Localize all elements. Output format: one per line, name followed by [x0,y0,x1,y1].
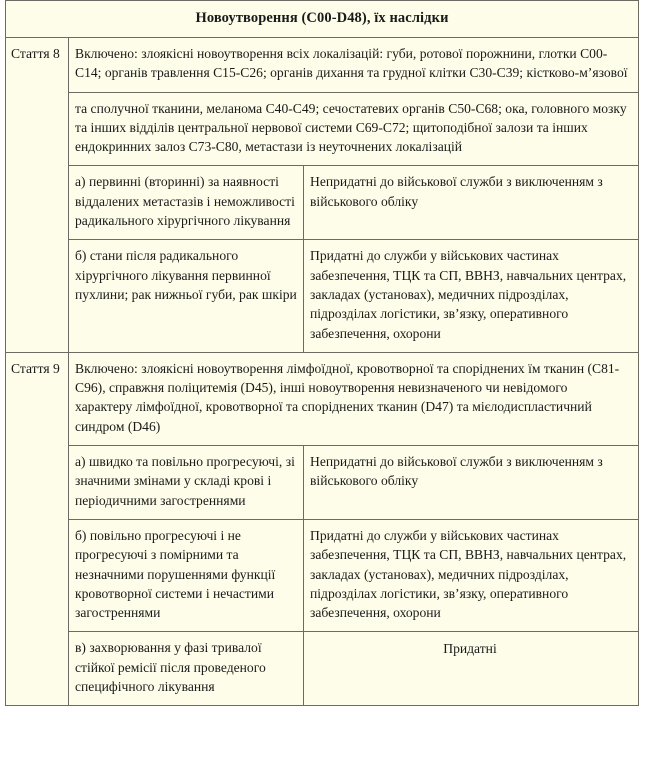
regulation-table [5,0,639,706]
fitness-verdict: Придатні до служби у військових частинах забезпечення, ТЦК та СП, ВВНЗ, навчальних центрах, закладах (установах), медичних підрозділах, підрозділах логістики, зв’язку, оперативного забезпечення, охорони [304,240,639,352]
condition-description: а) первинні (вторинні) за наявності віддалених метастазів і неможливості радикального хірургічного лікування [69,166,304,240]
article-label: Стаття 9 [6,352,69,705]
table-header-row [6,1,639,38]
table-row [6,632,639,706]
condition-description: а) швидко та повільно прогресуючі, зі значними змінами у складі крові і періодичними загостреннями [69,446,304,520]
fitness-verdict: Придатні до служби у військових частинах забезпечення, ТЦК та СП, ВВНЗ, навчальних центрах, закладах (установах), медичних підрозділах, підрозділах логістики, зв’язку, оперативного забезпечення, охорони [304,519,639,631]
table-title: Новоутворення (C00-D48), їх наслідки [6,1,639,38]
table-row [6,38,639,93]
table-row [6,446,639,520]
article-intro-text: Включено: злоякісні новоутворення всіх локалізацій: губи, ротової порожнини, глотки C00-C14; органів травлення C15-C26; органів дихання та грудної клітки C30-C39; кістково-м’язової [69,38,639,93]
table-row [6,352,639,445]
table-body [6,38,639,706]
table-row [6,92,639,166]
condition-description: б) повільно прогресуючі і не прогресуючі з помірними та незначними порушеннями функції кровотворної системи і нечастими загостреннями [69,519,304,631]
article-intro-text: Включено: злоякісні новоутворення лімфоїдної, кровотворної та споріднених їм тканин (C81-C96), справжня поліцитемія (D45), інші новоутворення невизначеного чи невідомого характеру лімфоїдної, кровотворної та споріднених тканин (D47) та мієлодиспластичний синдром (D46) [69,352,639,445]
condition-description: б) стани після радикального хірургічного лікування первинної пухлини; рак нижньої губи, рак шкіри [69,240,304,352]
condition-description: в) захворювання у фазі тривалої стійкої ремісії після проведеного специфічного лікування [69,632,304,706]
fitness-verdict: Непридатні до військової служби з виключенням з військового обліку [304,446,639,520]
article-label: Стаття 8 [6,38,69,353]
table-row [6,519,639,631]
fitness-verdict: Придатні [304,632,639,706]
fitness-verdict: Непридатні до військової служби з виключенням з військового обліку [304,166,639,240]
table-row [6,166,639,240]
table-row [6,240,639,352]
article-intro-text: та сполучної тканини, меланома C40-C49; сечостатевих органів C50-C68; ока, головного мозку та інших відділів центральної нервової системи C69-C72; щитоподібної залози та інших ендокринних залоз C73-C80, метастази із неуточнених локалізацій [69,92,639,166]
